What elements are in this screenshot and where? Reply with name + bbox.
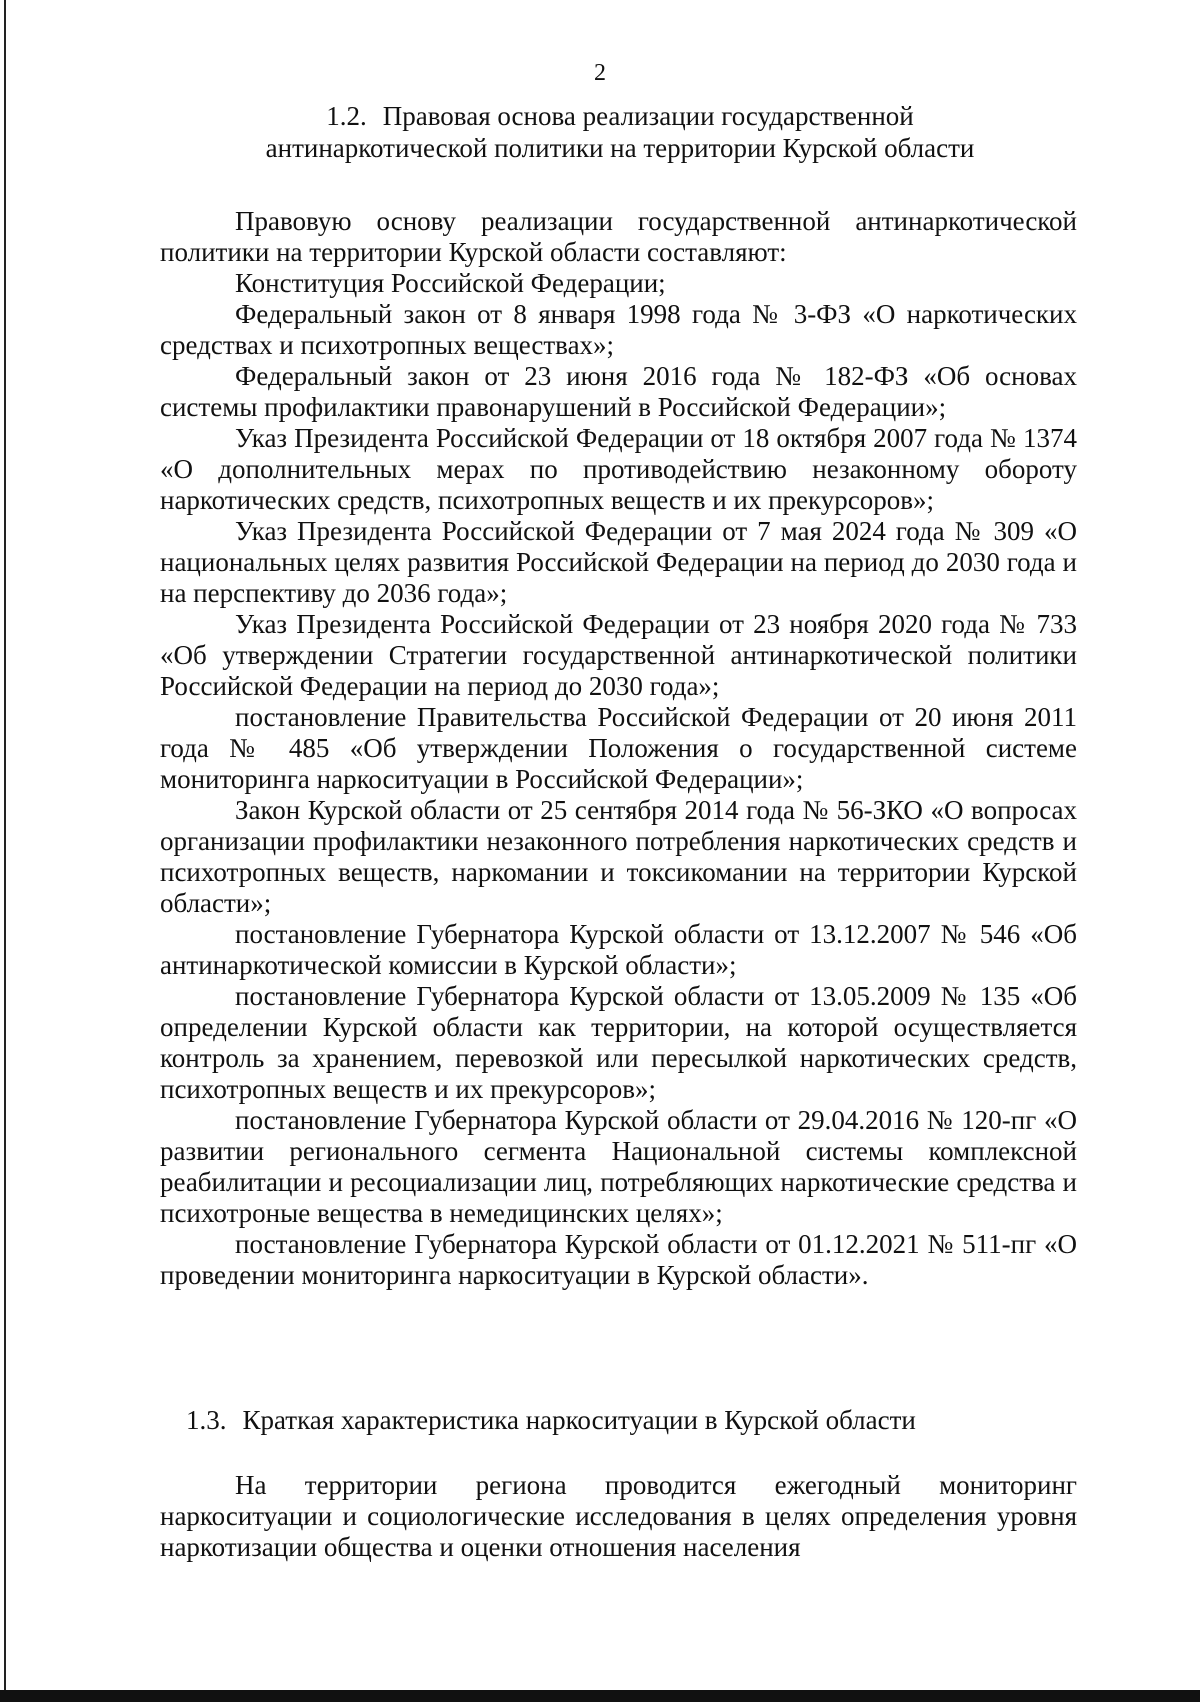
paragraph: Конституция Российской Федерации;: [235, 268, 666, 298]
paragraph: Указ Президента Российской Федерации от 23 ноября 2020 года № 733 «Об утверждении Стратегии государственной антинаркотической политики Российской Федерации на период до 2030 года»;: [160, 609, 1077, 701]
paragraph: Федеральный закон от 23 июня 2016 года № 182-ФЗ «Об основах системы профилактики правонарушений в Российской Федерации»;: [160, 361, 1077, 422]
page-number: 2: [594, 60, 606, 86]
section-1-2-body: [160, 206, 1077, 1291]
paragraph: Указ Президента Российской Федерации от 7 мая 2024 года № 309 «О национальных целях развития Российской Федерации на период до 2030 года и на перспективу до 2036 года»;: [160, 516, 1077, 608]
page-left-edge: [4, 0, 6, 1702]
paragraph: постановление Губернатора Курской области от 13.12.2007 № 546 «Об антинаркотической комиссии в Курской области»;: [160, 919, 1077, 980]
section-1-2-title-line2: антинаркотической политики на территории Курской области: [265, 133, 975, 163]
paragraph: постановление Губернатора Курской области от 13.05.2009 № 135 «Об определении Курской области как территории, на которой осуществляется контроль за хранением, перевозкой или пересылкой наркотических средств, психотропных веществ и их прекурсоров»;: [160, 981, 1077, 1104]
section-1-2-title-line1: [160, 100, 1080, 132]
paragraph: постановление Губернатора Курской области от 29.04.2016 № 120-пг «О развитии регионального сегмента Национальной системы комплексной реабилитации и ресоциализации лиц, потребляющих наркотические средства и психотроные вещества в немедицинских целях»;: [160, 1105, 1077, 1228]
paragraph: Указ Президента Российской Федерации от 18 октября 2007 года № 1374 «О дополнительных мерах по противодействию незаконному обороту наркотических средств, психотропных веществ и их прекурсоров»;: [160, 423, 1077, 515]
section-1-3-title-text: Краткая характеристика наркоситуации в Курской области: [242, 1405, 916, 1435]
paragraph: Правовую основу реализации государственной антинаркотической политики на территории Курской области составляют:: [160, 206, 1077, 267]
section-1-3-title-line: [186, 1404, 1086, 1436]
section-1-3-title: [186, 1404, 1086, 1436]
page-bottom-edge: [0, 1690, 1200, 1702]
section-1-2-title-text-1: Правовая основа реализации государственной: [382, 101, 914, 131]
paragraph: На территории региона проводится ежегодный мониторинг наркоситуации и социологические исследования в целях определения уровня наркотизации общества и оценки отношения населения: [160, 1470, 1077, 1562]
section-1-3-body: [160, 1470, 1077, 1563]
section-1-2-number: 1.2.: [326, 101, 367, 131]
paragraph: постановление Губернатора Курской области от 01.12.2021 № 511-пг «О проведении мониторинга наркоситуации в Курской области».: [160, 1229, 1077, 1290]
paragraph: Федеральный закон от 8 января 1998 года № 3-ФЗ «О наркотических средствах и психотропных веществах»;: [160, 299, 1077, 360]
paragraph: постановление Правительства Российской Федерации от 20 июня 2011 года № 485 «Об утверждении Положения о государственной системе мониторинга наркоситуации в Российской Федерации»;: [160, 702, 1077, 794]
section-1-3-number: 1.3.: [186, 1405, 227, 1435]
section-1-2-title: [160, 100, 1080, 164]
paragraph: Закон Курской области от 25 сентября 2014 года № 56-ЗКО «О вопросах организации профилактики незаконного потребления наркотических средств и психотропных веществ, наркомании и токсикомании на территории Курской области»;: [160, 795, 1077, 918]
